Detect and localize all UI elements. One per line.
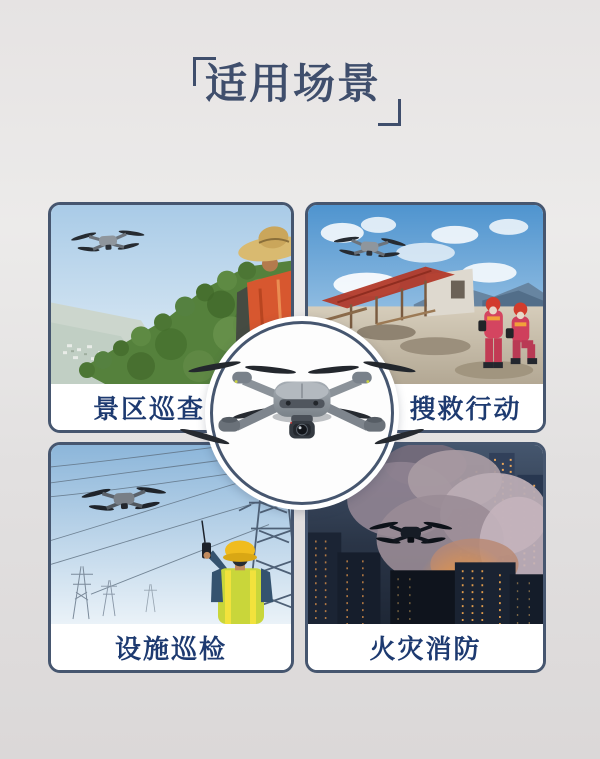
section-header [0, 60, 600, 110]
bracket-top-left-icon [193, 57, 216, 86]
card-label: 景区巡查 [92, 393, 205, 424]
card-label: 设施巡检 [114, 633, 227, 664]
card-label: 搜救行动 [409, 393, 522, 424]
bracket-bottom-right-icon [378, 99, 401, 126]
drone-icon [189, 346, 415, 479]
card-label-bar [51, 624, 291, 670]
section-title: 适用场景 [204, 60, 381, 107]
card-label-bar [308, 624, 543, 670]
center-drone-badge [205, 316, 399, 510]
card-label: 火灾消防 [369, 633, 482, 664]
